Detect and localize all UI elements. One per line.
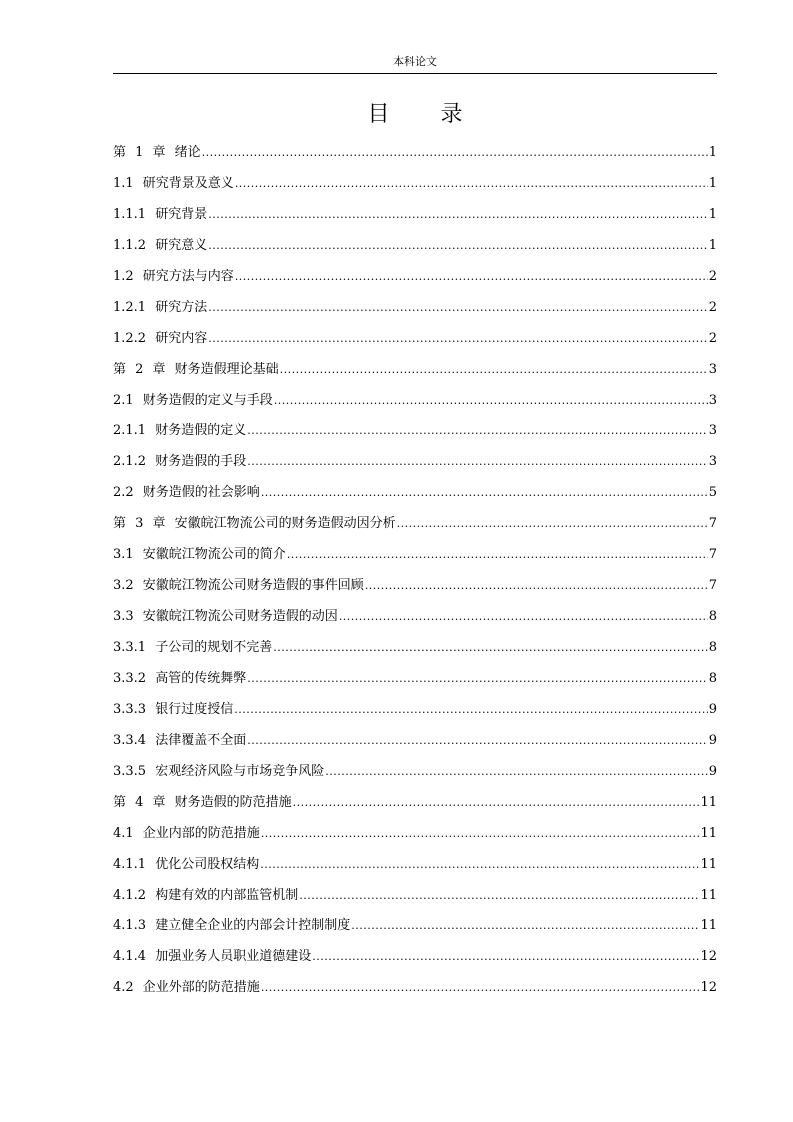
toc-entry-page-number: 2 xyxy=(708,268,717,284)
toc-leader-dots xyxy=(208,235,708,257)
toc-entry-label: 3.3.4 法律覆盖不全面 xyxy=(113,732,247,748)
toc-entry[interactable] xyxy=(113,142,717,173)
toc-entry-label: 4.1 企业内部的防范措施 xyxy=(113,825,260,841)
toc-entry-label: 4.1.2 构建有效的内部监管机制 xyxy=(113,887,299,903)
toc-entry-page-number: 1 xyxy=(708,206,717,222)
toc-entry[interactable] xyxy=(113,637,717,668)
toc-entry-page-number: 3 xyxy=(708,392,717,408)
toc-leader-dots xyxy=(312,946,699,968)
toc-entry[interactable] xyxy=(113,513,717,544)
toc-leader-dots xyxy=(339,606,708,628)
toc-entry-page-number: 2 xyxy=(708,299,717,315)
toc-entry[interactable] xyxy=(113,730,717,761)
toc-leader-dots xyxy=(208,297,708,319)
toc-entry[interactable] xyxy=(113,606,717,637)
toc-leader-dots xyxy=(299,885,699,907)
toc-entry-page-number: 3 xyxy=(708,454,717,470)
toc-entry-page-number: 3 xyxy=(708,361,717,377)
toc-leader-dots xyxy=(202,142,708,164)
table-of-contents xyxy=(113,142,717,1008)
toc-entry[interactable] xyxy=(113,854,717,885)
toc-leader-dots xyxy=(273,637,708,659)
toc-entry[interactable] xyxy=(113,173,717,204)
toc-entry-label: 3.3 安徽皖江物流公司财务造假的动因 xyxy=(113,609,338,625)
toc-entry-label: 2.1.1 财务造假的定义 xyxy=(113,423,247,439)
toc-entry-page-number: 11 xyxy=(700,856,717,872)
toc-entry-label: 3.3.3 银行过度授信 xyxy=(113,701,234,717)
toc-entry-label: 4.1.3 建立健全企业的内部会计控制制度 xyxy=(113,918,351,934)
toc-entry-label: 4.1.1 优化公司股权结构 xyxy=(113,856,260,872)
toc-leader-dots xyxy=(293,792,700,814)
toc-leader-dots xyxy=(234,699,708,721)
toc-entry[interactable] xyxy=(113,915,717,946)
toc-leader-dots xyxy=(247,451,708,473)
toc-entry-label: 3.2 安徽皖江物流公司财务造假的事件回顾 xyxy=(113,578,364,594)
toc-entry[interactable] xyxy=(113,482,717,513)
toc-entry-label: 第 1 章 绪论 xyxy=(113,145,201,160)
toc-entry-label: 2.1 财务造假的定义与手段 xyxy=(113,392,273,408)
toc-entry-page-number: 11 xyxy=(700,887,717,903)
toc-entry[interactable] xyxy=(113,946,717,977)
toc-entry[interactable] xyxy=(113,761,717,792)
toc-leader-dots xyxy=(397,513,708,535)
toc-entry[interactable] xyxy=(113,544,717,575)
toc-entry-page-number: 11 xyxy=(700,918,717,934)
toc-leader-dots xyxy=(287,544,708,566)
toc-entry-page-number: 9 xyxy=(708,701,717,717)
toc-entry-page-number: 12 xyxy=(700,949,717,965)
toc-entry-page-number: 9 xyxy=(708,763,717,779)
toc-entry-page-number: 9 xyxy=(708,732,717,748)
toc-leader-dots xyxy=(325,761,708,783)
toc-entry[interactable] xyxy=(113,328,717,359)
running-header: 本科论文 xyxy=(393,55,437,68)
toc-entry-label: 第 3 章 安徽皖江物流公司的财务造假动因分析 xyxy=(113,516,396,532)
toc-entry-label: 3.3.5 宏观经济风险与市场竞争风险 xyxy=(113,763,325,779)
toc-entry-label: 4.2 企业外部的防范措施 xyxy=(113,980,260,996)
toc-entry-label: 1.2.1 研究方法 xyxy=(113,299,208,315)
toc-entry[interactable] xyxy=(113,390,717,421)
toc-entry-page-number: 1 xyxy=(708,145,717,160)
toc-leader-dots xyxy=(247,668,708,690)
toc-leader-dots xyxy=(274,390,708,412)
toc-entry-page-number: 7 xyxy=(708,516,717,532)
toc-entry-page-number: 7 xyxy=(708,547,717,563)
toc-entry-page-number: 7 xyxy=(708,578,717,594)
toc-entry-label: 第 2 章 财务造假理论基础 xyxy=(113,361,279,377)
toc-leader-dots xyxy=(280,359,708,381)
toc-entry-page-number: 1 xyxy=(708,175,717,191)
toc-entry-label: 2.1.2 财务造假的手段 xyxy=(113,454,247,470)
toc-leader-dots xyxy=(235,173,708,195)
toc-entry-label: 1.2 研究方法与内容 xyxy=(113,268,234,284)
toc-entry-label: 3.3.2 高管的传统舞弊 xyxy=(113,670,247,686)
toc-entry-label: 1.1.1 研究背景 xyxy=(113,206,208,222)
toc-leader-dots xyxy=(247,730,708,752)
toc-entry-page-number: 11 xyxy=(700,794,717,810)
toc-leader-dots xyxy=(365,575,708,597)
toc-entry-label: 1.2.2 研究内容 xyxy=(113,330,208,346)
toc-entry[interactable] xyxy=(113,235,717,266)
toc-entry[interactable] xyxy=(113,668,717,699)
toc-entry-page-number: 1 xyxy=(708,237,717,253)
toc-entry[interactable] xyxy=(113,792,717,823)
toc-entry-label: 3.3.1 子公司的规划不完善 xyxy=(113,640,273,655)
toc-entry-page-number: 5 xyxy=(708,485,717,501)
toc-entry-page-number: 8 xyxy=(708,640,717,655)
toc-entry[interactable] xyxy=(113,451,717,482)
toc-entry[interactable] xyxy=(113,575,717,606)
toc-leader-dots xyxy=(208,328,708,350)
toc-entry[interactable] xyxy=(113,823,717,854)
toc-entry-page-number: 3 xyxy=(708,423,717,439)
toc-entry-page-number: 2 xyxy=(708,330,717,346)
toc-leader-dots xyxy=(247,420,708,442)
toc-entry[interactable] xyxy=(113,977,717,1008)
toc-leader-dots xyxy=(261,977,700,999)
toc-entry[interactable] xyxy=(113,266,717,297)
toc-leader-dots xyxy=(261,482,708,504)
toc-leader-dots xyxy=(235,266,708,288)
header-rule xyxy=(113,73,717,74)
toc-entry[interactable] xyxy=(113,204,717,235)
page-title: 目 录 xyxy=(367,102,485,127)
toc-entry[interactable] xyxy=(113,297,717,328)
toc-entry-label: 第 4 章 财务造假的防范措施 xyxy=(113,794,292,810)
toc-entry-page-number: 11 xyxy=(700,825,717,841)
toc-leader-dots xyxy=(351,915,699,937)
toc-leader-dots xyxy=(260,854,699,876)
toc-entry[interactable] xyxy=(113,359,717,390)
toc-entry-page-number: 8 xyxy=(708,670,717,686)
toc-entry-label: 1.1 研究背景及意义 xyxy=(113,175,234,191)
toc-leader-dots xyxy=(208,204,708,226)
toc-entry-label: 1.1.2 研究意义 xyxy=(113,237,208,253)
toc-entry-label: 4.1.4 加强业务人员职业道德建设 xyxy=(113,949,312,965)
toc-entry-page-number: 8 xyxy=(708,609,717,625)
toc-leader-dots xyxy=(261,823,700,845)
toc-entry[interactable] xyxy=(113,885,717,916)
toc-entry-page-number: 12 xyxy=(700,980,717,996)
toc-entry-label: 3.1 安徽皖江物流公司的简介 xyxy=(113,547,286,563)
toc-entry[interactable] xyxy=(113,699,717,730)
toc-entry[interactable] xyxy=(113,420,717,451)
toc-entry-label: 2.2 财务造假的社会影响 xyxy=(113,485,260,501)
